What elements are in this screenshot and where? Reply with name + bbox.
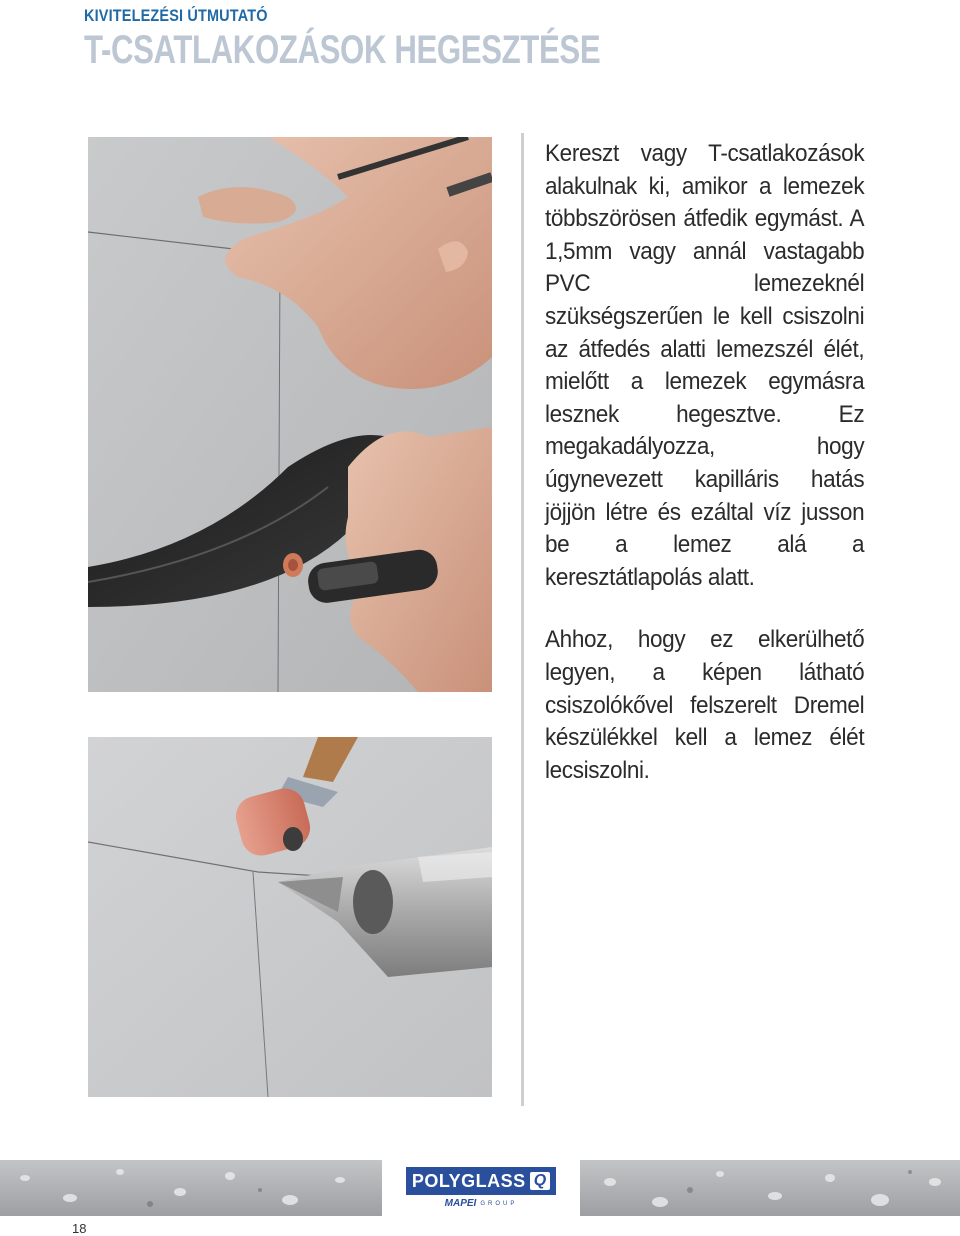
polyglass-logo xyxy=(382,1160,580,1216)
body-text xyxy=(545,138,865,787)
page-title: T-CSATLAKOZÁSOK HEGESZTÉSE xyxy=(84,28,601,72)
body-paragraph: Kereszt vagy T-csatlakozások alakulnak ki, amikor a lemezek többszörösen átfedik egymást. A 1,5mm vagy annál vastagabb PVC lemezeknél szükségszerűen le kell csiszolni az átfedés alatti lemezszél élét, mielőtt a lemezek egymásra lesznek hegesztve. Ez megakadályozza, hogy úgynevezett kapilláris hatás jöjjön létre és ezáltal víz jusson be a lemez alá a keresztátlapolás alatt. xyxy=(545,140,865,591)
photo-marking-and-grinding-seam xyxy=(88,137,492,692)
body-paragraph: Ahhoz, hogy ez elkerülhető legyen, a képen látható csiszolókővel felszerelt Dremel készülékkel kell a lemez élét lecsiszolni. xyxy=(545,626,865,784)
logo-group: GROUP xyxy=(480,1200,518,1207)
logo-word: POLYGLASS xyxy=(411,1170,526,1191)
column-divider xyxy=(521,133,524,1106)
section-kicker: KIVITELEZÉSI ÚTMUTATÓ xyxy=(84,6,268,25)
logo-q-mark: Q xyxy=(530,1172,550,1190)
photo-roller-and-hot-air-welder xyxy=(88,737,492,1097)
logo-mapei: MAPEI xyxy=(444,1198,477,1209)
logo-wordmark xyxy=(406,1167,556,1195)
logo-subline xyxy=(445,1198,518,1209)
page-header xyxy=(84,6,746,73)
page-number: 18 xyxy=(72,1221,87,1236)
